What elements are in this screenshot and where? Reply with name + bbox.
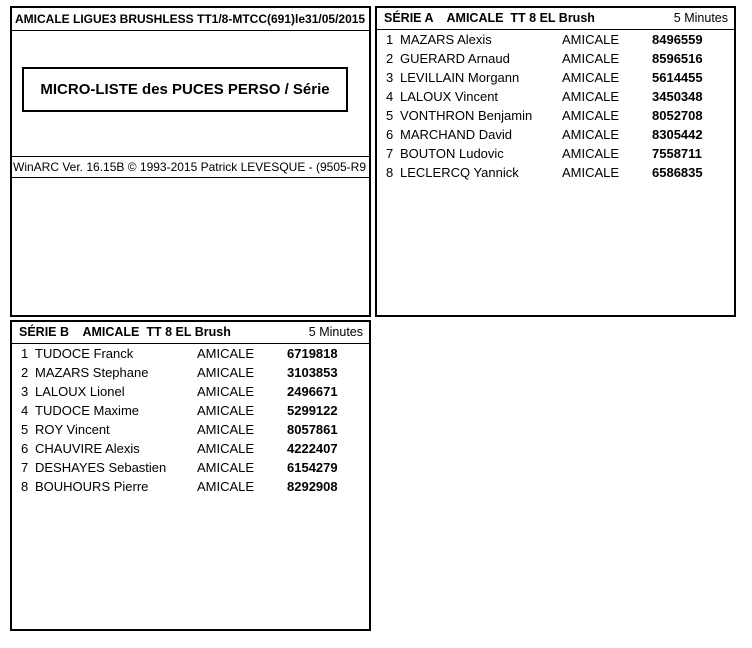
driver-name: LALOUX Vincent <box>400 89 499 104</box>
driver-name: VONTHRON Benjamin <box>400 108 533 123</box>
driver-name: MAZARS Stephane <box>35 365 149 380</box>
list-item <box>12 345 369 364</box>
list-item <box>377 107 734 126</box>
rank: 1 <box>386 32 394 47</box>
list-item <box>12 364 369 383</box>
header-divider <box>12 177 369 178</box>
rank: 5 <box>21 422 29 437</box>
transponder-number: 4222407 <box>287 441 338 456</box>
list-item <box>377 50 734 69</box>
driver-name: GUERARD Arnaud <box>400 51 510 66</box>
driver-name: MAZARS Alexis <box>400 32 492 47</box>
serie-b-panel <box>10 320 371 631</box>
club-name: AMICALE <box>197 403 255 418</box>
rank: 8 <box>386 165 394 180</box>
club-name: AMICALE <box>562 51 620 66</box>
list-item <box>377 69 734 88</box>
transponder-number: 8596516 <box>652 51 703 66</box>
driver-name: BOUHOURS Pierre <box>35 479 149 494</box>
transponder-number: 5299122 <box>287 403 338 418</box>
transponder-number: 3450348 <box>652 89 703 104</box>
transponder-number: 8292908 <box>287 479 338 494</box>
event-header-box <box>10 6 371 317</box>
driver-name: ROY Vincent <box>35 422 110 437</box>
serie-b-header <box>12 322 369 344</box>
club-name: AMICALE <box>197 460 255 475</box>
club-name: AMICALE <box>197 479 255 494</box>
transponder-number: 7558711 <box>652 146 702 161</box>
club-name: AMICALE <box>562 127 620 142</box>
transponder-number: 8305442 <box>652 127 703 142</box>
transponder-number: 6154279 <box>287 460 338 475</box>
transponder-number: 2496671 <box>287 384 338 399</box>
club-name: AMICALE <box>562 165 620 180</box>
rank: 1 <box>21 346 29 361</box>
driver-name: LALOUX Lionel <box>35 384 125 399</box>
software-credit: WinARC Ver. 16.15B © 1993-2015 Patrick LEVESQUE - (9505-R9 <box>13 160 367 174</box>
rank: 2 <box>386 51 394 66</box>
transponder-number: 5614455 <box>652 70 703 85</box>
list-item <box>377 126 734 145</box>
driver-name: MARCHAND David <box>400 127 512 142</box>
transponder-number: 3103853 <box>287 365 338 380</box>
club-name: AMICALE <box>562 89 620 104</box>
list-item <box>377 145 734 164</box>
list-item <box>12 383 369 402</box>
list-item <box>377 88 734 107</box>
club-name: AMICALE <box>197 384 255 399</box>
serie-a-duration: 5 Minutes <box>673 11 728 25</box>
club-name: AMICALE <box>197 422 255 437</box>
rank: 3 <box>21 384 29 399</box>
rank: 7 <box>21 460 29 475</box>
rank: 8 <box>21 479 29 494</box>
list-item <box>12 478 369 497</box>
driver-name: BOUTON Ludovic <box>400 146 504 161</box>
micro-list-title-box <box>22 67 348 112</box>
micro-list-title: MICRO-LISTE des PUCES PERSO / Série <box>40 81 330 98</box>
list-item <box>12 440 369 459</box>
driver-name: LECLERCQ Yannick <box>400 165 519 180</box>
list-item <box>377 31 734 50</box>
rank: 4 <box>386 89 394 104</box>
rank: 2 <box>21 365 29 380</box>
transponder-number: 6719818 <box>287 346 338 361</box>
driver-name: LEVILLAIN Morgann <box>400 70 520 85</box>
serie-a-list <box>377 31 734 183</box>
serie-b-label: SÉRIE B AMICALE TT 8 EL Brush <box>19 325 231 339</box>
rank: 7 <box>386 146 394 161</box>
event-title: AMICALE LIGUE3 BRUSHLESS TT1/8-MTCC(691)le31/05/2015 <box>15 12 366 26</box>
club-name: AMICALE <box>562 108 620 123</box>
list-item <box>377 164 734 183</box>
driver-name: TUDOCE Maxime <box>35 403 140 418</box>
serie-a-panel <box>375 6 736 317</box>
transponder-number: 6586835 <box>652 165 703 180</box>
serie-b-duration: 5 Minutes <box>308 325 363 339</box>
header-divider <box>12 30 369 31</box>
club-name: AMICALE <box>562 146 620 161</box>
serie-a-label: SÉRIE A AMICALE TT 8 EL Brush <box>384 11 595 25</box>
transponder-number: 8052708 <box>652 108 703 123</box>
club-name: AMICALE <box>197 346 255 361</box>
rank: 4 <box>21 403 29 418</box>
club-name: AMICALE <box>197 441 255 456</box>
list-item <box>12 459 369 478</box>
rank: 6 <box>386 127 394 142</box>
club-name: AMICALE <box>562 32 620 47</box>
list-item <box>12 421 369 440</box>
rank: 5 <box>386 108 394 123</box>
club-name: AMICALE <box>562 70 620 85</box>
driver-name: CHAUVIRE Alexis <box>35 441 140 456</box>
serie-b-list <box>12 345 369 497</box>
club-name: AMICALE <box>197 365 255 380</box>
rank: 6 <box>21 441 29 456</box>
driver-name: DESHAYES Sebastien <box>35 460 167 475</box>
transponder-number: 8496559 <box>652 32 703 47</box>
header-divider <box>12 156 369 157</box>
driver-name: TUDOCE Franck <box>35 346 134 361</box>
transponder-number: 8057861 <box>287 422 338 437</box>
serie-a-header <box>377 8 734 30</box>
list-item <box>12 402 369 421</box>
rank: 3 <box>386 70 394 85</box>
